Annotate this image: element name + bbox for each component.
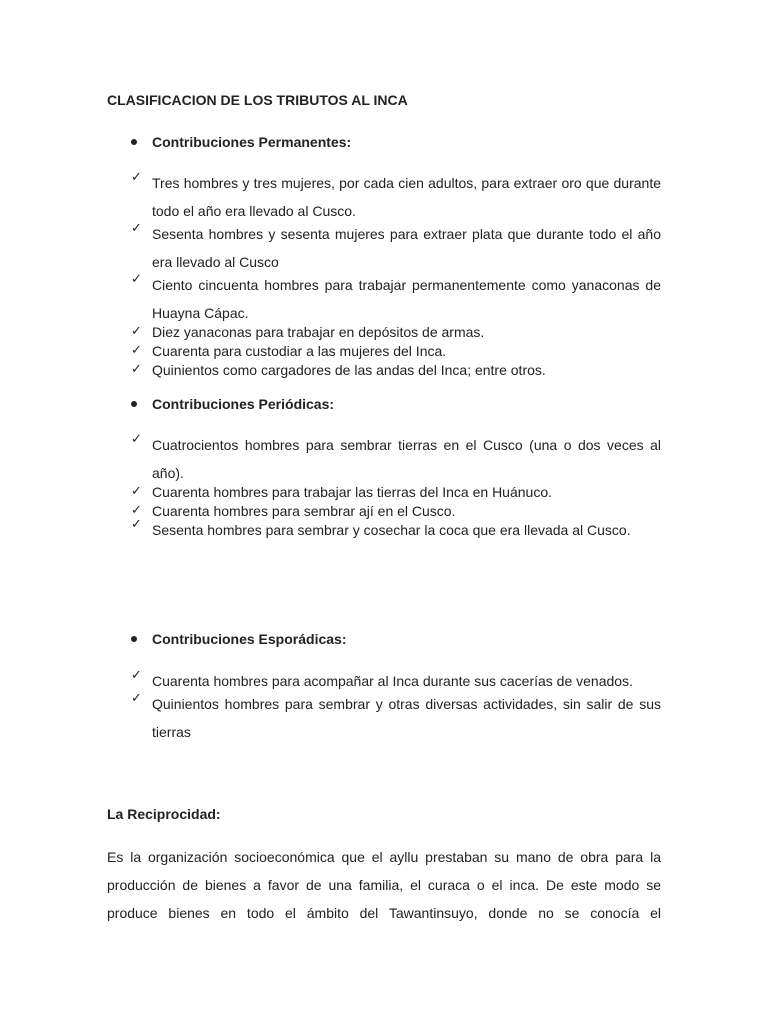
list-periodicas: [131, 431, 661, 540]
list-item: ✓ Quinientos como cargadores de las andas del Inca; entre otros.: [131, 361, 546, 378]
check-icon: ✓: [131, 690, 142, 705]
check-icon: ✓: [131, 271, 142, 286]
bullet-icon: [131, 401, 137, 407]
list-item: ✓ Ciento cincuenta hombres para trabajar permanentemente como yanaconas de Huayna Cápac.: [131, 271, 661, 327]
check-icon: ✓: [131, 502, 142, 517]
section-heading-esporadicas: [131, 631, 346, 647]
list-item: ✓ Sesenta hombres y sesenta mujeres para extraer plata que durante todo el año era llevado al Cusco: [131, 220, 661, 276]
section-heading-label: Contribuciones Periódicas:: [152, 396, 335, 412]
list-item: ✓ Tres hombres y tres mujeres, por cada cien adultos, para extraer oro que durante todo el año era llevado al Cusco.: [131, 169, 661, 225]
reciprocidad-heading: La Reciprocidad:: [107, 806, 221, 822]
section-heading-label: Contribuciones Esporádicas:: [152, 631, 347, 647]
list-item: ✓ Cuarenta para custodiar a las mujeres del Inca.: [131, 342, 447, 359]
list-item: ✓ Cuatrocientos hombres para sembrar tierras en el Cusco (una o dos veces al año).: [131, 431, 661, 487]
bullet-icon: [131, 636, 137, 642]
bullet-icon: [131, 139, 137, 145]
list-permanentes: [131, 169, 661, 380]
section-heading-label: Contribuciones Permanentes:: [152, 134, 352, 150]
check-icon: ✓: [131, 361, 142, 376]
check-icon: ✓: [131, 667, 142, 682]
check-icon: ✓: [131, 323, 142, 338]
check-icon: ✓: [131, 483, 142, 498]
list-item: ✓ Cuarenta hombres para sembrar ají en el Cusco.: [131, 502, 456, 519]
list-item: ✓ Sesenta hombres para sembrar y cosechar la coca que era llevada al Cusco.: [131, 516, 661, 544]
check-icon: ✓: [131, 220, 142, 235]
list-item: ✓ Quinientos hombres para sembrar y otras diversas actividades, sin salir de sus tierras: [131, 690, 661, 746]
check-icon: ✓: [131, 169, 142, 184]
section-heading-periodicas: [131, 396, 334, 412]
list-item: ✓ Cuarenta hombres para acompañar al Inca durante sus cacerías de venados.: [131, 667, 661, 695]
check-icon: ✓: [131, 431, 142, 446]
section-heading-permanentes: [131, 134, 351, 150]
check-icon: ✓: [131, 516, 142, 531]
reciprocidad-paragraph: Es la organización socioeconómica que el ayllu prestaban su mano de obra para la producción de bienes a favor de una familia, el curaca o el inca. De este modo se produce bienes en todo el ámbito del Tawantinsuyo, donde no se conocía el: [107, 849, 661, 921]
check-icon: ✓: [131, 342, 142, 357]
page-title: CLASIFICACION DE LOS TRIBUTOS AL INCA: [107, 92, 408, 108]
list-item: ✓ Cuarenta hombres para trabajar las tierras del Inca en Huánuco.: [131, 483, 552, 500]
list-esporadicas: [131, 667, 661, 742]
list-item: ✓ Diez yanaconas para trabajar en depósitos de armas.: [131, 323, 485, 340]
